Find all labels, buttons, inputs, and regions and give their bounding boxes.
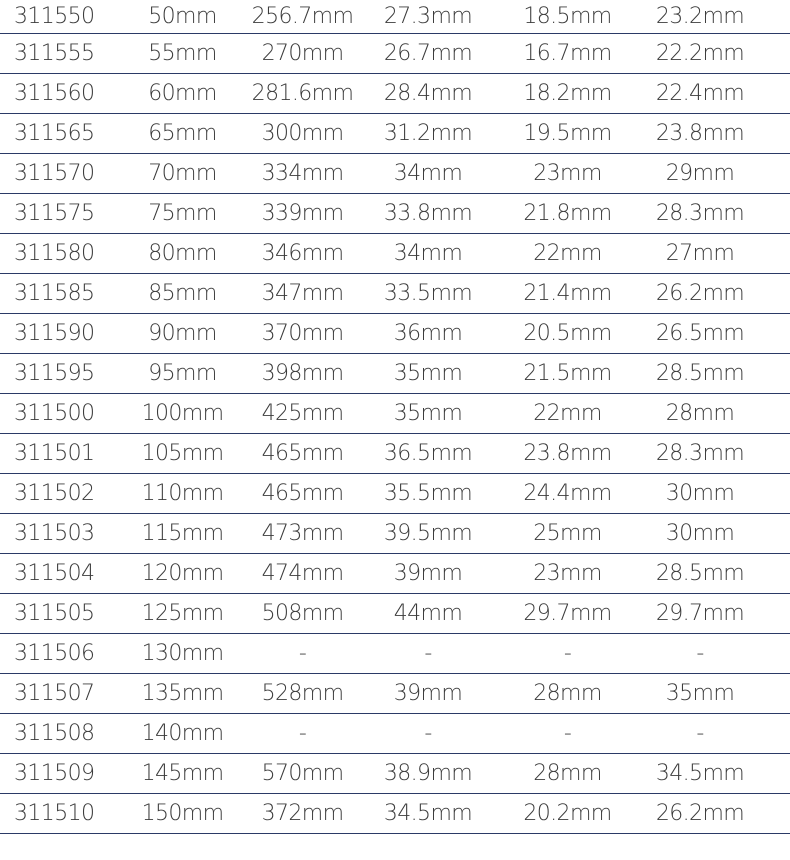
- item-number-cell: 311555: [14, 41, 95, 66]
- dimension-b-cell: 28mm: [533, 761, 602, 786]
- size-cell: 135mm: [141, 681, 224, 706]
- size-cell: 55mm: [148, 41, 217, 66]
- dimension-b-cell: 28mm: [533, 681, 602, 706]
- size-cell: 130mm: [141, 641, 224, 666]
- dimension-a-cell: 34mm: [393, 241, 463, 266]
- item-number-cell: 311510: [14, 801, 95, 826]
- item-number-cell: 311509: [14, 761, 95, 786]
- size-cell: 95mm: [148, 361, 217, 386]
- length-cell: 465mm: [261, 441, 344, 466]
- length-cell: 474mm: [261, 561, 344, 586]
- dimension-c-cell: 26.2mm: [655, 281, 745, 306]
- dimension-c-cell: 28.5mm: [655, 561, 745, 586]
- length-cell: 528mm: [261, 681, 344, 706]
- dimension-a-cell: 27.3mm: [383, 4, 473, 29]
- dimension-c-cell: 28mm: [665, 401, 735, 426]
- size-cell: 115mm: [141, 521, 224, 546]
- size-cell: 90mm: [148, 321, 217, 346]
- item-number-cell: 311505: [14, 601, 95, 626]
- size-cell: 60mm: [148, 81, 217, 106]
- table-row: [0, 234, 790, 274]
- table-row: [0, 514, 790, 554]
- dimension-a-cell: 39mm: [393, 561, 463, 586]
- size-cell: 140mm: [141, 721, 224, 746]
- item-number-cell: 311585: [14, 281, 95, 306]
- length-cell: 339mm: [261, 201, 344, 226]
- dimension-b-cell: 23mm: [533, 561, 602, 586]
- dimension-c-cell: -: [696, 641, 704, 666]
- dimension-a-cell: 35mm: [393, 361, 463, 386]
- item-number-cell: 311595: [14, 361, 95, 386]
- length-cell: 347mm: [261, 281, 344, 306]
- item-number-cell: 311575: [14, 201, 95, 226]
- size-cell: 65mm: [148, 121, 217, 146]
- dimension-c-cell: -: [696, 721, 704, 746]
- dimension-b-cell: 16.7mm: [523, 41, 612, 66]
- dimension-c-cell: 28.5mm: [655, 361, 745, 386]
- item-number-cell: 311560: [14, 81, 95, 106]
- dimension-c-cell: 30mm: [665, 481, 735, 506]
- dimension-b-cell: 25mm: [533, 521, 602, 546]
- dimension-b-cell: 22mm: [533, 241, 602, 266]
- dimension-c-cell: 23.8mm: [655, 121, 745, 146]
- dimension-b-cell: 23.8mm: [523, 441, 612, 466]
- item-number-cell: 311590: [14, 321, 95, 346]
- table-row: [0, 314, 790, 354]
- item-number-cell: 311550: [14, 4, 95, 29]
- dimension-a-cell: 44mm: [393, 601, 463, 626]
- length-cell: 425mm: [261, 401, 344, 426]
- dimension-b-cell: 20.2mm: [523, 801, 612, 826]
- length-cell: 270mm: [261, 41, 344, 66]
- item-number-cell: 311502: [14, 481, 95, 506]
- length-cell: 465mm: [261, 481, 344, 506]
- length-cell: 256.7mm: [251, 4, 354, 29]
- length-cell: 398mm: [261, 361, 344, 386]
- table-row: [0, 74, 790, 114]
- dimension-a-cell: 33.5mm: [383, 281, 473, 306]
- size-cell: 120mm: [141, 561, 224, 586]
- dimension-a-cell: 34.5mm: [383, 801, 473, 826]
- dimension-c-cell: 28.3mm: [655, 201, 745, 226]
- size-cell: 85mm: [148, 281, 217, 306]
- dimension-a-cell: -: [424, 641, 432, 666]
- size-cell: 100mm: [141, 401, 224, 426]
- dimension-b-cell: 22mm: [533, 401, 602, 426]
- item-number-cell: 311500: [14, 401, 95, 426]
- dimension-c-cell: 26.5mm: [655, 321, 745, 346]
- dimension-c-cell: 35mm: [665, 681, 735, 706]
- dimension-b-cell: 24.4mm: [523, 481, 612, 506]
- dimension-c-cell: 23.2mm: [655, 4, 745, 29]
- table-row: [0, 634, 790, 674]
- dimension-a-cell: 36.5mm: [383, 441, 473, 466]
- length-cell: 281.6mm: [251, 81, 354, 106]
- dimension-a-cell: 28.4mm: [383, 81, 473, 106]
- dimension-a-cell: 39mm: [393, 681, 463, 706]
- dimension-a-cell: 35.5mm: [383, 481, 473, 506]
- length-cell: 370mm: [261, 321, 344, 346]
- dimension-a-cell: 35mm: [393, 401, 463, 426]
- table-row: [0, 674, 790, 714]
- length-cell: -: [298, 721, 307, 746]
- item-number-cell: 311507: [14, 681, 95, 706]
- table-row: [0, 354, 790, 394]
- table-row: [0, 34, 790, 74]
- dimension-a-cell: 31.2mm: [383, 121, 473, 146]
- dimension-c-cell: 22.2mm: [655, 41, 745, 66]
- dimension-c-cell: 29mm: [665, 161, 735, 186]
- dimension-b-cell: 23mm: [533, 161, 602, 186]
- size-cell: 150mm: [141, 801, 224, 826]
- table-row: [0, 754, 790, 794]
- size-cell: 105mm: [141, 441, 224, 466]
- size-cell: 75mm: [148, 201, 217, 226]
- dimension-a-cell: -: [424, 721, 432, 746]
- dimension-a-cell: 26.7mm: [383, 41, 473, 66]
- item-number-cell: 311580: [14, 241, 95, 266]
- size-cell: 70mm: [148, 161, 217, 186]
- table-row: [0, 474, 790, 514]
- size-cell: 80mm: [148, 241, 217, 266]
- dimension-c-cell: 29.7mm: [655, 601, 745, 626]
- dimension-b-cell: 18.5mm: [523, 4, 612, 29]
- table-row: [0, 274, 790, 314]
- table-row: [0, 594, 790, 634]
- dimension-a-cell: 36mm: [393, 321, 463, 346]
- item-number-cell: 311504: [14, 561, 95, 586]
- item-number-cell: 311508: [14, 721, 95, 746]
- dimension-c-cell: 28.3mm: [655, 441, 745, 466]
- table-row: [0, 194, 790, 234]
- length-cell: 473mm: [261, 521, 344, 546]
- table-row: [0, 794, 790, 834]
- size-cell: 50mm: [148, 4, 217, 29]
- dimension-b-cell: -: [563, 641, 572, 666]
- dimension-c-cell: 22.4mm: [655, 81, 745, 106]
- dimension-b-cell: 21.8mm: [523, 201, 612, 226]
- item-number-cell: 311503: [14, 521, 95, 546]
- dimension-b-cell: -: [563, 721, 572, 746]
- dimension-a-cell: 34mm: [393, 161, 463, 186]
- dimension-c-cell: 30mm: [665, 521, 735, 546]
- dimension-b-cell: 20.5mm: [523, 321, 612, 346]
- length-cell: 372mm: [261, 801, 344, 826]
- item-number-cell: 311506: [14, 641, 95, 666]
- table-row: [0, 154, 790, 194]
- table-row: [0, 434, 790, 474]
- length-cell: 300mm: [261, 121, 344, 146]
- dimension-b-cell: 21.5mm: [523, 361, 612, 386]
- size-cell: 125mm: [141, 601, 224, 626]
- dimension-b-cell: 18.2mm: [523, 81, 612, 106]
- table-row: [0, 714, 790, 754]
- table-row: [0, 0, 790, 34]
- dimension-a-cell: 33.8mm: [383, 201, 473, 226]
- size-cell: 110mm: [141, 481, 224, 506]
- dimension-c-cell: 27mm: [665, 241, 735, 266]
- dimension-c-cell: 26.2mm: [655, 801, 745, 826]
- length-cell: -: [298, 641, 307, 666]
- dimension-c-cell: 34.5mm: [655, 761, 745, 786]
- dimension-a-cell: 39.5mm: [383, 521, 473, 546]
- dimension-b-cell: 21.4mm: [523, 281, 612, 306]
- dimension-a-cell: 38.9mm: [383, 761, 473, 786]
- item-number-cell: 311565: [14, 121, 95, 146]
- dimension-b-cell: 29.7mm: [523, 601, 612, 626]
- table-row: [0, 114, 790, 154]
- table-row: [0, 394, 790, 434]
- dimension-b-cell: 19.5mm: [523, 121, 612, 146]
- length-cell: 334mm: [261, 161, 344, 186]
- item-number-cell: 311570: [14, 161, 95, 186]
- length-cell: 508mm: [261, 601, 344, 626]
- item-number-cell: 311501: [14, 441, 95, 466]
- table-row: [0, 554, 790, 594]
- length-cell: 570mm: [261, 761, 344, 786]
- length-cell: 346mm: [261, 241, 344, 266]
- size-cell: 145mm: [141, 761, 224, 786]
